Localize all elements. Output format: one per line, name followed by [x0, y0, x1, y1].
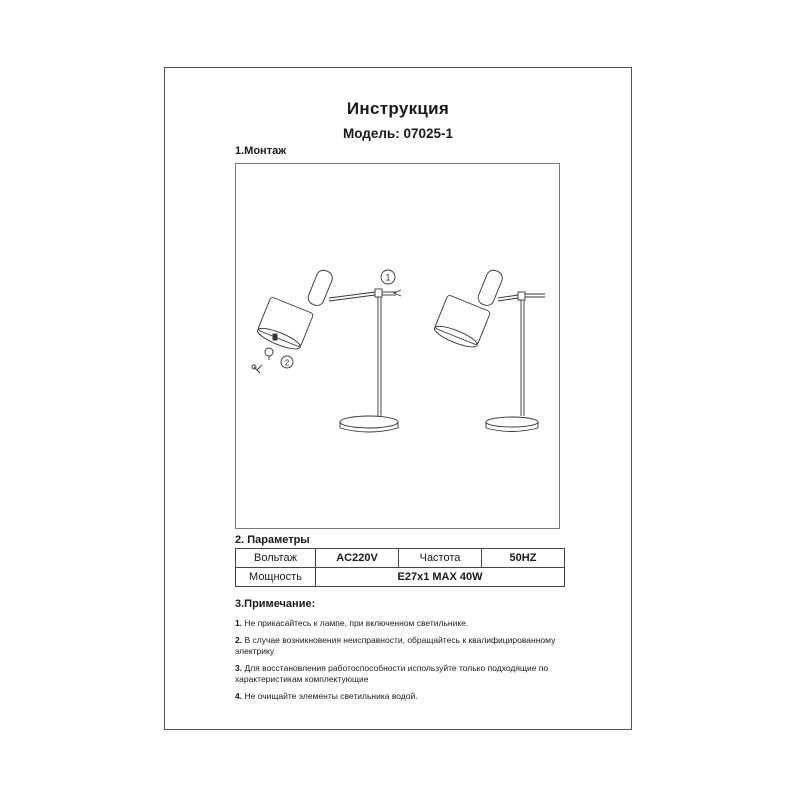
- table-row: [236, 549, 565, 568]
- list-item: 2. В случае возникновения неисправности, обращайтесь к квалифицированному электрику: [235, 634, 556, 656]
- list-item: 4. Не очищайте элементы светильника водой.: [235, 690, 418, 701]
- power-value: E27x1 MAX 40W: [316, 568, 565, 587]
- model-number: Модель: 07025-1: [342, 126, 454, 141]
- notes-heading: 3.Примечание:: [235, 598, 316, 610]
- frequency-label: Частота: [399, 549, 482, 568]
- step-1-label: 1: [385, 272, 391, 283]
- instruction-sheet: [164, 67, 632, 730]
- frequency-value: 50HZ: [482, 549, 565, 568]
- lamp-assembly-drawing: [236, 164, 561, 530]
- voltage-value: AC220V: [316, 549, 399, 568]
- params-table: [235, 548, 565, 587]
- voltage-label: Вольтаж: [236, 549, 316, 568]
- list-item: 1. Не прикасайтесь к лампе, при включенном светильнике.: [235, 618, 469, 628]
- left-lamp-drawing: [252, 268, 401, 432]
- right-lamp-drawing: [432, 268, 545, 431]
- mounting-illustration: [235, 163, 560, 529]
- notes-list: [235, 618, 595, 707]
- list-item: 3. Для восстановления работоспособности используйте только подходящие по характеристикам комплектующие: [235, 662, 549, 684]
- page-title: Инструкция: [346, 99, 450, 118]
- power-label: Мощность: [236, 568, 316, 587]
- mounting-heading: 1.Монтаж: [235, 145, 287, 157]
- step-2-label: 2: [284, 358, 290, 368]
- params-heading: 2. Параметры: [235, 534, 310, 546]
- table-row: [236, 568, 565, 587]
